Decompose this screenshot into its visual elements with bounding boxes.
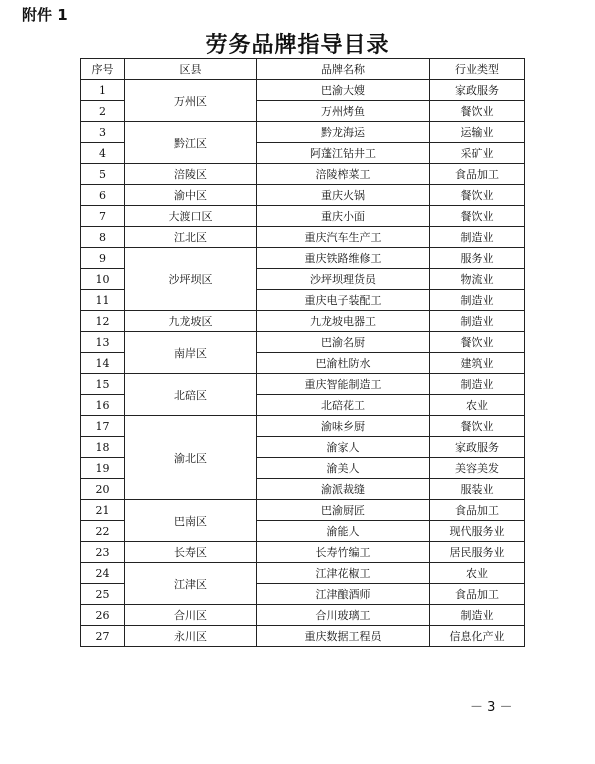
cell-number: 26 bbox=[81, 605, 125, 626]
cell-brand-name: 巴渝名厨 bbox=[257, 332, 430, 353]
cell-brand-name: 沙坪坝理货员 bbox=[257, 269, 430, 290]
cell-industry-type: 服务业 bbox=[430, 248, 525, 269]
cell-industry-type: 制造业 bbox=[430, 605, 525, 626]
table-header-row bbox=[81, 59, 525, 80]
cell-brand-name: 渝美人 bbox=[257, 458, 430, 479]
cell-industry-type: 餐饮业 bbox=[430, 416, 525, 437]
cell-brand-name: 巴渝杜防水 bbox=[257, 353, 430, 374]
cell-district: 巴南区 bbox=[125, 500, 257, 542]
cell-number: 23 bbox=[81, 542, 125, 563]
cell-industry-type: 建筑业 bbox=[430, 353, 525, 374]
cell-number: 16 bbox=[81, 395, 125, 416]
cell-brand-name: 九龙坡电器工 bbox=[257, 311, 430, 332]
cell-industry-type: 家政服务 bbox=[430, 80, 525, 101]
cell-brand-name: 渝味乡厨 bbox=[257, 416, 430, 437]
cell-district: 大渡口区 bbox=[125, 206, 257, 227]
cell-industry-type: 现代服务业 bbox=[430, 521, 525, 542]
table-row bbox=[81, 626, 525, 647]
cell-brand-name: 渝能人 bbox=[257, 521, 430, 542]
cell-industry-type: 服装业 bbox=[430, 479, 525, 500]
cell-brand-name: 渝派裁缝 bbox=[257, 479, 430, 500]
cell-brand-name: 重庆电子装配工 bbox=[257, 290, 430, 311]
cell-industry-type: 食品加工 bbox=[430, 584, 525, 605]
cell-number: 17 bbox=[81, 416, 125, 437]
table-row bbox=[81, 122, 525, 143]
cell-brand-name: 重庆小面 bbox=[257, 206, 430, 227]
cell-brand-name: 万州烤鱼 bbox=[257, 101, 430, 122]
cell-industry-type: 食品加工 bbox=[430, 164, 525, 185]
table-row bbox=[81, 542, 525, 563]
cell-brand-name: 巴渝厨匠 bbox=[257, 500, 430, 521]
cell-district: 北碚区 bbox=[125, 374, 257, 416]
cell-district: 渝中区 bbox=[125, 185, 257, 206]
table-row bbox=[81, 563, 525, 584]
cell-number: 22 bbox=[81, 521, 125, 542]
cell-brand-name: 重庆数据工程员 bbox=[257, 626, 430, 647]
cell-brand-name: 重庆火锅 bbox=[257, 185, 430, 206]
table-row bbox=[81, 374, 525, 395]
cell-brand-name: 合川玻璃工 bbox=[257, 605, 430, 626]
table-row bbox=[81, 206, 525, 227]
cell-industry-type: 餐饮业 bbox=[430, 206, 525, 227]
cell-industry-type: 制造业 bbox=[430, 227, 525, 248]
cell-brand-name: 江津酿酒师 bbox=[257, 584, 430, 605]
cell-industry-type: 制造业 bbox=[430, 290, 525, 311]
cell-brand-name: 阿蓬江钻井工 bbox=[257, 143, 430, 164]
cell-industry-type: 餐饮业 bbox=[430, 101, 525, 122]
cell-brand-name: 长寿竹编工 bbox=[257, 542, 430, 563]
table-row bbox=[81, 80, 525, 101]
cell-brand-name: 北碚花工 bbox=[257, 395, 430, 416]
attachment-label: 附件 1 bbox=[22, 6, 68, 24]
cell-brand-name: 黔龙海运 bbox=[257, 122, 430, 143]
table-row bbox=[81, 185, 525, 206]
cell-number: 24 bbox=[81, 563, 125, 584]
cell-brand-name: 渝家人 bbox=[257, 437, 430, 458]
cell-number: 5 bbox=[81, 164, 125, 185]
header-district: 区县 bbox=[125, 59, 257, 80]
cell-industry-type: 信息化产业 bbox=[430, 626, 525, 647]
cell-industry-type: 食品加工 bbox=[430, 500, 525, 521]
cell-brand-name: 涪陵榨菜工 bbox=[257, 164, 430, 185]
page-title: 劳务品牌指导目录 bbox=[205, 33, 390, 58]
table-row bbox=[81, 227, 525, 248]
cell-industry-type: 家政服务 bbox=[430, 437, 525, 458]
table-row bbox=[81, 605, 525, 626]
cell-industry-type: 制造业 bbox=[430, 374, 525, 395]
table-row bbox=[81, 500, 525, 521]
cell-number: 14 bbox=[81, 353, 125, 374]
cell-industry-type: 居民服务业 bbox=[430, 542, 525, 563]
cell-industry-type: 物流业 bbox=[430, 269, 525, 290]
cell-industry-type: 农业 bbox=[430, 395, 525, 416]
cell-district: 长寿区 bbox=[125, 542, 257, 563]
cell-industry-type: 餐饮业 bbox=[430, 185, 525, 206]
cell-number: 9 bbox=[81, 248, 125, 269]
cell-brand-name: 巴渝大嫂 bbox=[257, 80, 430, 101]
cell-district: 沙坪坝区 bbox=[125, 248, 257, 311]
cell-industry-type: 运输业 bbox=[430, 122, 525, 143]
brand-catalog-table bbox=[80, 58, 525, 647]
table-row bbox=[81, 332, 525, 353]
header-brand-name: 品牌名称 bbox=[257, 59, 430, 80]
table-row bbox=[81, 164, 525, 185]
cell-number: 2 bbox=[81, 101, 125, 122]
cell-number: 7 bbox=[81, 206, 125, 227]
cell-number: 20 bbox=[81, 479, 125, 500]
cell-number: 18 bbox=[81, 437, 125, 458]
cell-district: 江北区 bbox=[125, 227, 257, 248]
cell-number: 15 bbox=[81, 374, 125, 395]
cell-district: 黔江区 bbox=[125, 122, 257, 164]
cell-number: 6 bbox=[81, 185, 125, 206]
cell-number: 13 bbox=[81, 332, 125, 353]
cell-brand-name: 江津花椒工 bbox=[257, 563, 430, 584]
cell-industry-type: 采矿业 bbox=[430, 143, 525, 164]
cell-number: 10 bbox=[81, 269, 125, 290]
cell-number: 27 bbox=[81, 626, 125, 647]
cell-number: 1 bbox=[81, 80, 125, 101]
cell-industry-type: 制造业 bbox=[430, 311, 525, 332]
cell-industry-type: 美容美发 bbox=[430, 458, 525, 479]
header-industry-type: 行业类型 bbox=[430, 59, 525, 80]
cell-number: 12 bbox=[81, 311, 125, 332]
cell-number: 25 bbox=[81, 584, 125, 605]
cell-industry-type: 农业 bbox=[430, 563, 525, 584]
cell-district: 合川区 bbox=[125, 605, 257, 626]
header-number: 序号 bbox=[81, 59, 125, 80]
page-number: － 3 － bbox=[470, 700, 513, 715]
cell-brand-name: 重庆智能制造工 bbox=[257, 374, 430, 395]
cell-number: 21 bbox=[81, 500, 125, 521]
cell-brand-name: 重庆汽车生产工 bbox=[257, 227, 430, 248]
table-row bbox=[81, 248, 525, 269]
cell-number: 11 bbox=[81, 290, 125, 311]
cell-number: 4 bbox=[81, 143, 125, 164]
cell-district: 九龙坡区 bbox=[125, 311, 257, 332]
cell-district: 渝北区 bbox=[125, 416, 257, 500]
table-row bbox=[81, 311, 525, 332]
cell-district: 江津区 bbox=[125, 563, 257, 605]
cell-district: 南岸区 bbox=[125, 332, 257, 374]
table-row bbox=[81, 416, 525, 437]
cell-brand-name: 重庆铁路维修工 bbox=[257, 248, 430, 269]
cell-district: 万州区 bbox=[125, 80, 257, 122]
cell-district: 涪陵区 bbox=[125, 164, 257, 185]
cell-number: 3 bbox=[81, 122, 125, 143]
cell-industry-type: 餐饮业 bbox=[430, 332, 525, 353]
cell-number: 19 bbox=[81, 458, 125, 479]
cell-number: 8 bbox=[81, 227, 125, 248]
cell-district: 永川区 bbox=[125, 626, 257, 647]
